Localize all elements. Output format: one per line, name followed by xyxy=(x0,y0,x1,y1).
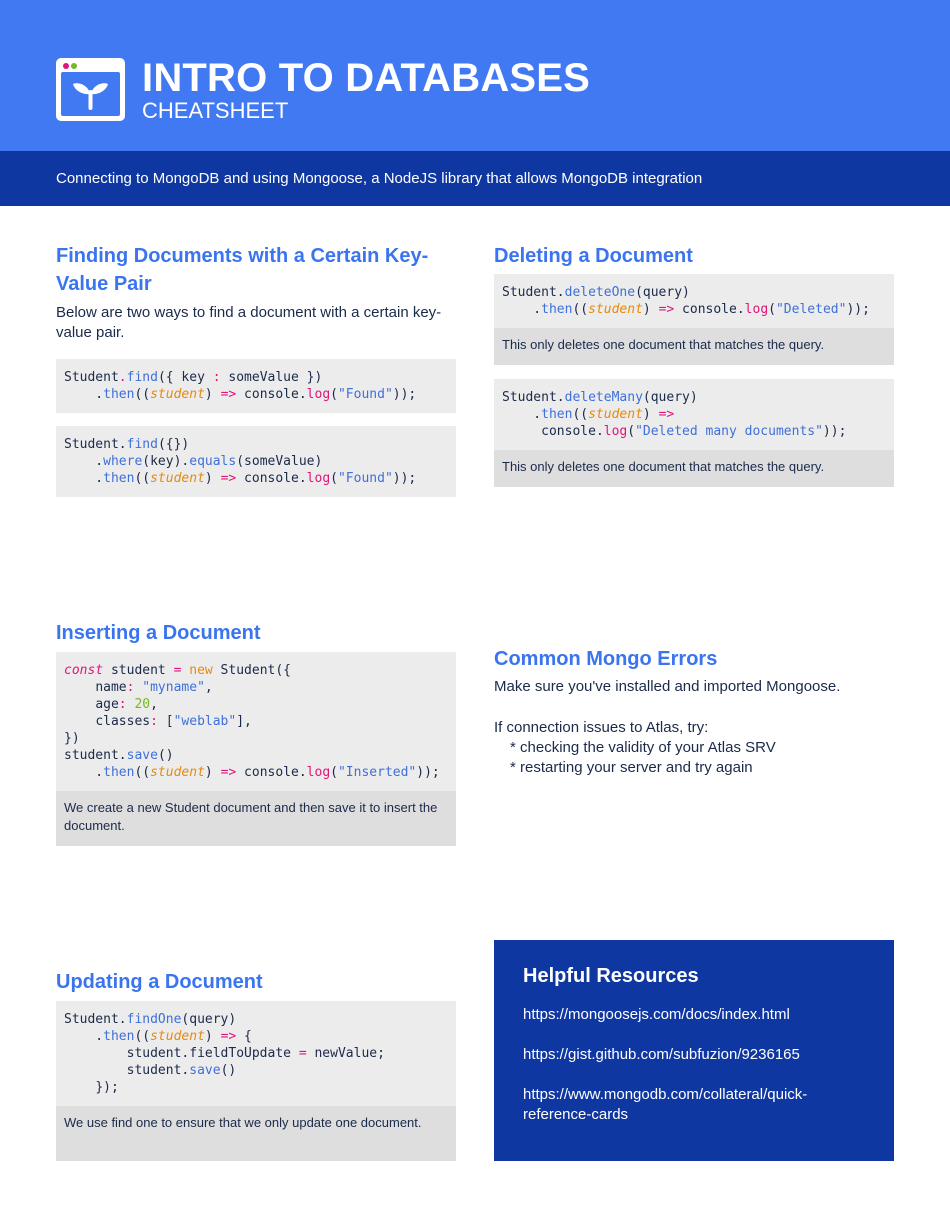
code-insert: const student = new Student({ name: "myname", age: 20, classes: ["weblab"], }) student.save() .then((student) => console.log("Inserted")); xyxy=(56,652,456,791)
resource-link-mongodb[interactable]: https://www.mongodb.com/collateral/quick-reference-cards xyxy=(523,1086,808,1123)
code-delete-many: Student.deleteMany(query) .then((student) => console.log("Deleted many documents")); xyxy=(494,379,894,450)
errors-line-2: If connection issues to Atlas, try: xyxy=(494,719,709,736)
errors-bullet-1: * checking the validity of your Atlas SRV xyxy=(510,739,776,756)
update-note: We use find one to ensure that we only update one document. xyxy=(56,1106,456,1161)
code-delete-one: Student.deleteOne(query) .then((student) => console.log("Deleted")); xyxy=(494,274,894,328)
errors-bullet-2: * restarting your server and try again xyxy=(510,759,753,776)
intro-text: Connecting to MongoDB and using Mongoose, a NodeJS library that allows MongoDB integration xyxy=(56,170,703,187)
resources-title: Helpful Resources xyxy=(523,965,699,987)
insert-note: We create a new Student document and then save it to insert the document. xyxy=(56,791,456,846)
finding-desc: Below are two ways to find a document with a certain key-value pair. xyxy=(56,304,442,341)
delete-one-note: This only deletes one document that matches the query. xyxy=(494,328,894,365)
resource-link-mongoose[interactable]: https://mongoosejs.com/docs/index.html xyxy=(523,1006,790,1023)
finding-title: Finding Documents with a Certain Key-Value Pair xyxy=(56,245,429,295)
code-find-1: Student.find({ key : someValue }) .then((student) => console.log("Found")); xyxy=(56,359,456,413)
resource-link-gist[interactable]: https://gist.github.com/subfuzion/9236165 xyxy=(523,1046,800,1063)
page-subtitle: CHEATSHEET xyxy=(142,98,289,123)
code-find-2: Student.find({}) .where(key).equals(someValue) .then((student) => console.log("Found")); xyxy=(56,426,456,497)
delete-many-note: This only deletes one document that matches the query. xyxy=(494,450,894,487)
page-title: INTRO TO DATABASES xyxy=(142,56,591,100)
updating-title: Updating a Document xyxy=(56,971,263,993)
inserting-title: Inserting a Document xyxy=(56,622,261,644)
errors-title: Common Mongo Errors xyxy=(494,648,718,670)
code-update: Student.findOne(query) .then((student) => { student.fieldToUpdate = newValue; student.save() }); xyxy=(56,1001,456,1106)
errors-line-1: Make sure you've installed and imported Mongoose. xyxy=(494,678,841,695)
sprout-window-icon xyxy=(56,58,125,121)
deleting-title: Deleting a Document xyxy=(494,245,693,267)
